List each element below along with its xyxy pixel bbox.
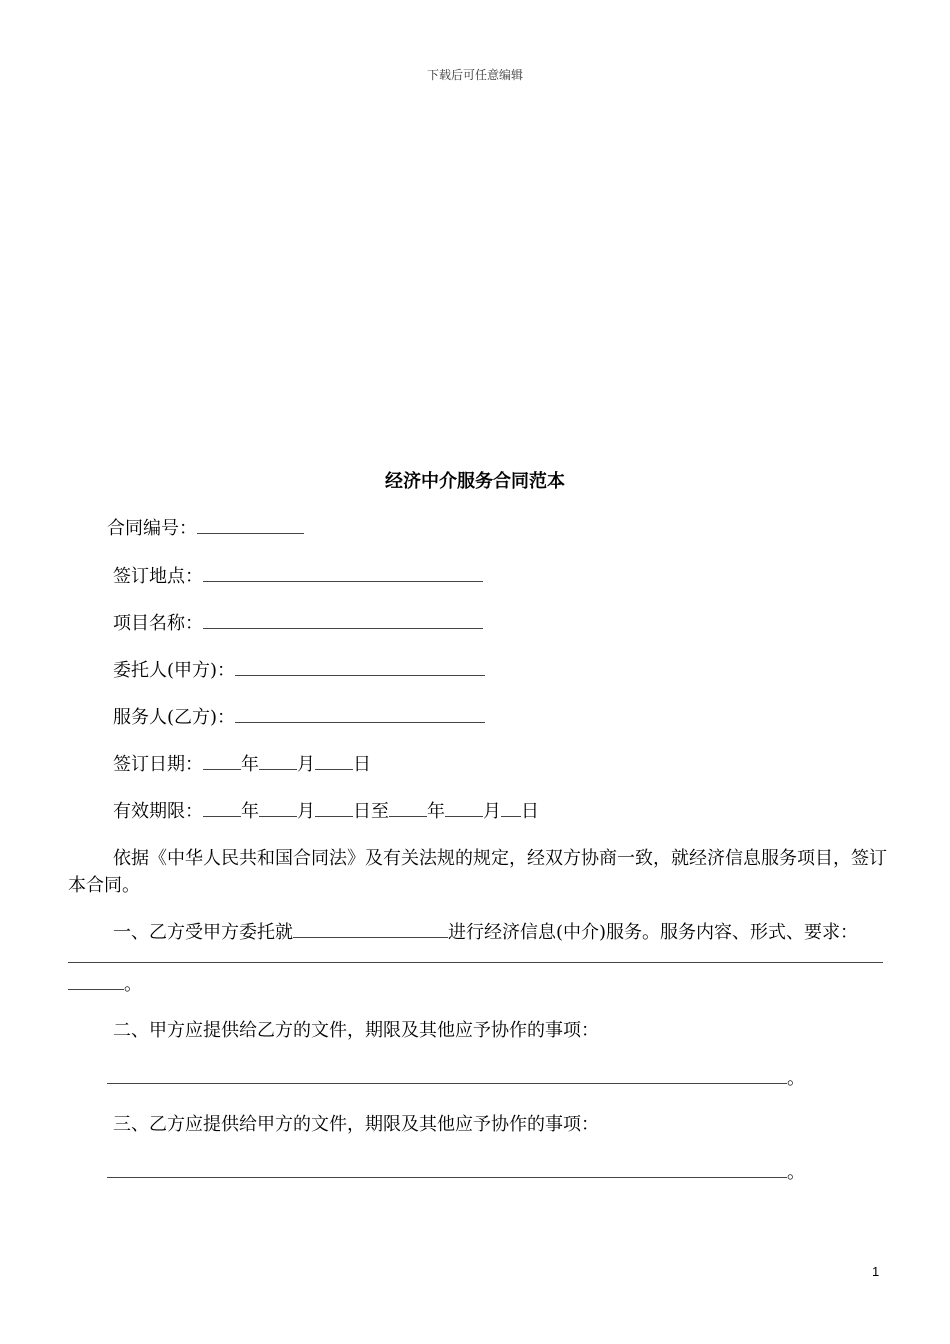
validity-label: 有效期限： (113, 801, 203, 822)
validity-end-month-blank (445, 798, 483, 817)
page-number: 1 (872, 1264, 880, 1279)
validity-end-year-blank (389, 798, 427, 817)
service-provider-label: 服务人(乙方)： (113, 707, 236, 728)
validity-end-day-blank (501, 798, 521, 817)
clause-2-answer-row (107, 1064, 805, 1090)
clause-1-prefix: 一、乙方受甲方委托就 (113, 922, 293, 943)
service-provider-blank (235, 704, 485, 723)
clause-1-suffix: 进行经济信息(中介)服务。服务内容、形式、要求： (448, 922, 859, 943)
validity-start-day-unit: 日至 (353, 801, 389, 822)
clause-2-answer-blank (107, 1065, 787, 1084)
clause-3-period: 。 (787, 1162, 805, 1183)
contract-number-label: 合同编号： (107, 518, 197, 539)
service-provider-row (113, 703, 485, 729)
sign-place-label: 签订地点： (113, 566, 203, 587)
sign-place-blank (203, 563, 483, 582)
validity-start-day-blank (315, 798, 353, 817)
client-blank (235, 657, 485, 676)
validity-row (113, 797, 539, 823)
validity-start-year-blank (203, 798, 241, 817)
clause-1-subject-blank (293, 919, 448, 938)
validity-start-year-unit: 年 (241, 801, 259, 822)
clause-1-row (113, 918, 858, 944)
clause-1-tail-blank (68, 971, 124, 990)
clause-1-tail-row (68, 970, 142, 996)
sign-date-label: 签订日期： (113, 754, 203, 775)
sign-date-year-unit: 年 (241, 754, 259, 775)
clause-2-text: 二、甲方应提供给乙方的文件，期限及其他应予协作的事项： (113, 1020, 599, 1041)
sign-date-year-blank (203, 751, 241, 770)
client-label: 委托人(甲方)： (113, 660, 236, 681)
client-row (113, 656, 485, 682)
validity-end-year-unit: 年 (427, 801, 445, 822)
validity-start-month-unit: 月 (297, 801, 315, 822)
project-name-blank (203, 610, 483, 629)
clause-1-content-line (68, 962, 883, 963)
sign-place-row (113, 562, 483, 588)
sign-date-day-blank (315, 751, 353, 770)
validity-start-month-blank (259, 798, 297, 817)
sign-date-month-blank (259, 751, 297, 770)
clause-3-row (113, 1110, 599, 1136)
project-name-row (113, 609, 483, 635)
validity-end-month-unit: 月 (483, 801, 501, 822)
contract-number-blank (197, 515, 304, 534)
sign-date-month-unit: 月 (297, 754, 315, 775)
sign-date-day-unit: 日 (353, 754, 371, 775)
validity-end-day-unit: 日 (521, 801, 539, 822)
project-name-label: 项目名称： (113, 613, 203, 634)
clause-3-answer-row (107, 1158, 805, 1184)
header-note: 下载后可任意编辑 (426, 68, 523, 82)
clause-1-period: 。 (124, 974, 142, 995)
document-title: 经济中介服务合同范本 (385, 471, 565, 492)
intro-paragraph: 依据《中华人民共和国合同法》及有关法规的规定，经双方协商一致，就经济信息服务项目，签订本合同。 (68, 848, 887, 896)
clause-3-text: 三、乙方应提供给甲方的文件，期限及其他应予协作的事项： (113, 1114, 599, 1135)
clause-2-period: 。 (787, 1068, 805, 1089)
sign-date-row (113, 750, 371, 776)
clause-3-answer-blank (107, 1159, 787, 1178)
clause-2-row (113, 1016, 599, 1042)
contract-number-row (107, 514, 304, 540)
